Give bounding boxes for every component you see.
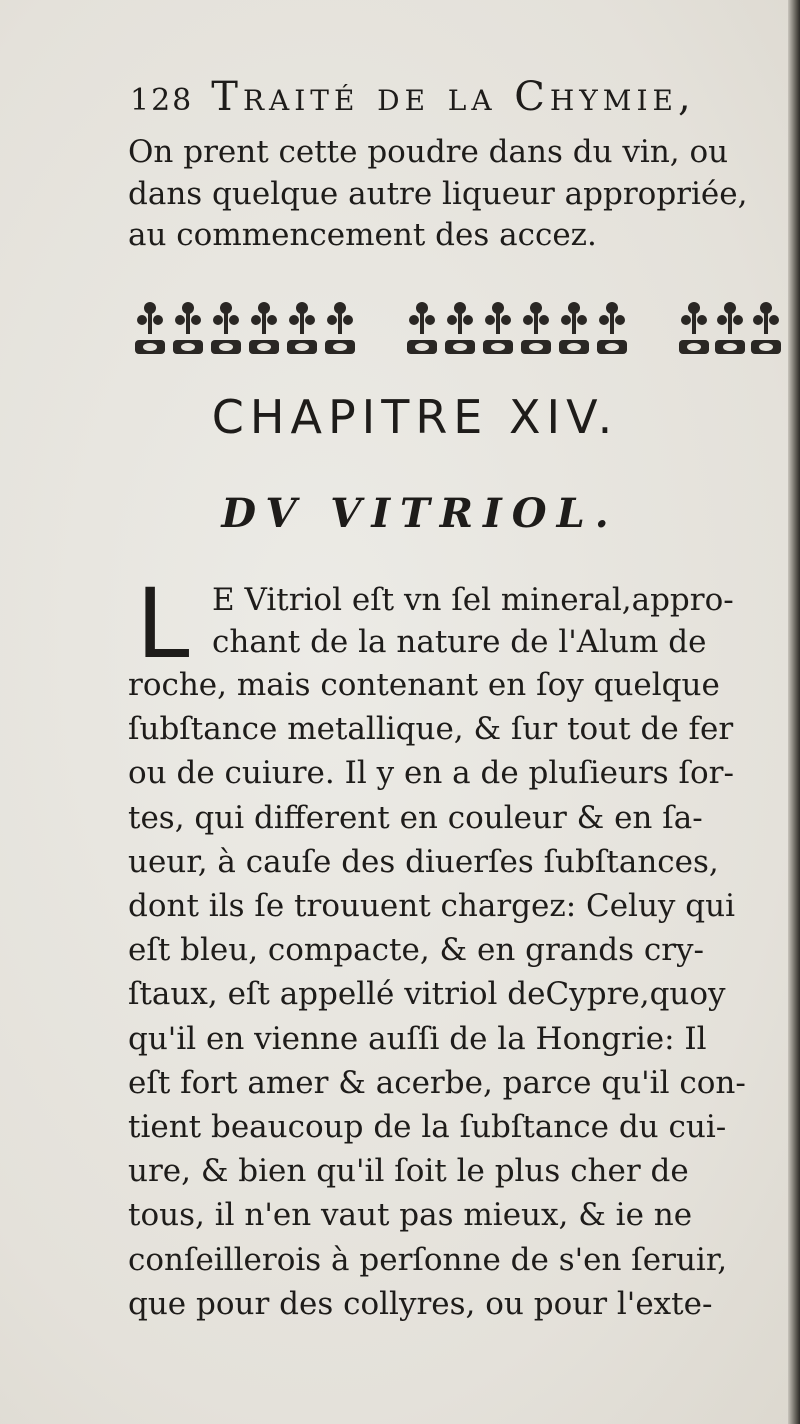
fleuron-icon — [679, 302, 709, 354]
fleuron-icon — [521, 302, 551, 354]
body-line: ou de cuiure. Il y en a de pluſieurs ſor- — [128, 755, 734, 792]
chapter-subtitle: DV VITRIOL. — [221, 490, 619, 537]
body-line: E Vitriol eſt vn ſel mineral,appro- — [212, 582, 734, 618]
running-head — [130, 74, 770, 120]
body-line: tes, qui different en couleur & en ſa- — [128, 799, 703, 836]
intro-line: au commencement des accez. — [128, 217, 597, 254]
body-line: ſubſtance metallique, & ſur tout de fer — [128, 711, 734, 748]
body-line: conſeillerois à perſonne de s'en ſeruir, — [128, 1241, 728, 1278]
fleuron-icon — [211, 302, 241, 354]
fleuron-ornament — [132, 298, 788, 360]
body-line: tient beaucoup de la ſubſtance du cui- — [128, 1109, 727, 1146]
fleuron-icon — [445, 302, 475, 354]
chapter-heading: CHAPITRE XIV. — [211, 390, 619, 444]
fleuron-icon — [135, 302, 165, 354]
body-line: chant de la nature de l'Alum de — [212, 623, 707, 660]
body-line: ure, & bien qu'il ſoit le plus cher de — [128, 1153, 689, 1190]
body-line: que pour des collyres, ou pour l'exte- — [128, 1285, 713, 1322]
intro-line: dans quelque autre liqueur appropriée, — [128, 175, 748, 212]
drop-cap: L — [136, 568, 190, 680]
body-first-lines — [212, 580, 734, 663]
body-line: ueur, à cauſe des diuerſes ſubſtances, — [128, 843, 719, 880]
body-paragraph — [128, 663, 746, 1326]
fleuron-icon — [597, 302, 627, 354]
running-title: Traité de la Chymie, — [211, 74, 696, 120]
fleuron-icon — [407, 302, 437, 354]
body-line: dont ils ſe trouuent chargez: Celuy qui — [128, 888, 736, 925]
intro-line: On prent cette poudre dans du vin, ou — [128, 134, 729, 170]
intro-paragraph — [128, 132, 768, 257]
fleuron-icon — [287, 302, 317, 354]
body-line: qu'il en vienne auſſi de la Hongrie: Il — [128, 1020, 707, 1057]
fleuron-icon — [751, 302, 781, 354]
body-line: eſt fort amer & acerbe, parce qu'il con- — [128, 1064, 746, 1101]
body-line: eſt bleu, compacte, & en grands cry- — [128, 932, 705, 969]
page-edge-shadow — [788, 0, 800, 1424]
body-line: ſtaux, eſt appellé vitriol deCypre,quoy — [128, 976, 726, 1013]
page-number: 128 — [130, 83, 194, 118]
fleuron-icon — [483, 302, 513, 354]
body-line: tous, il n'en vaut pas mieux, & ie ne — [128, 1197, 693, 1234]
fleuron-icon — [559, 302, 589, 354]
fleuron-icon — [325, 302, 355, 354]
fleuron-icon — [715, 302, 745, 354]
fleuron-icon — [249, 302, 279, 354]
fleuron-icon — [173, 302, 203, 354]
body-line: roche, mais contenant en ſoy quelque — [128, 667, 720, 703]
